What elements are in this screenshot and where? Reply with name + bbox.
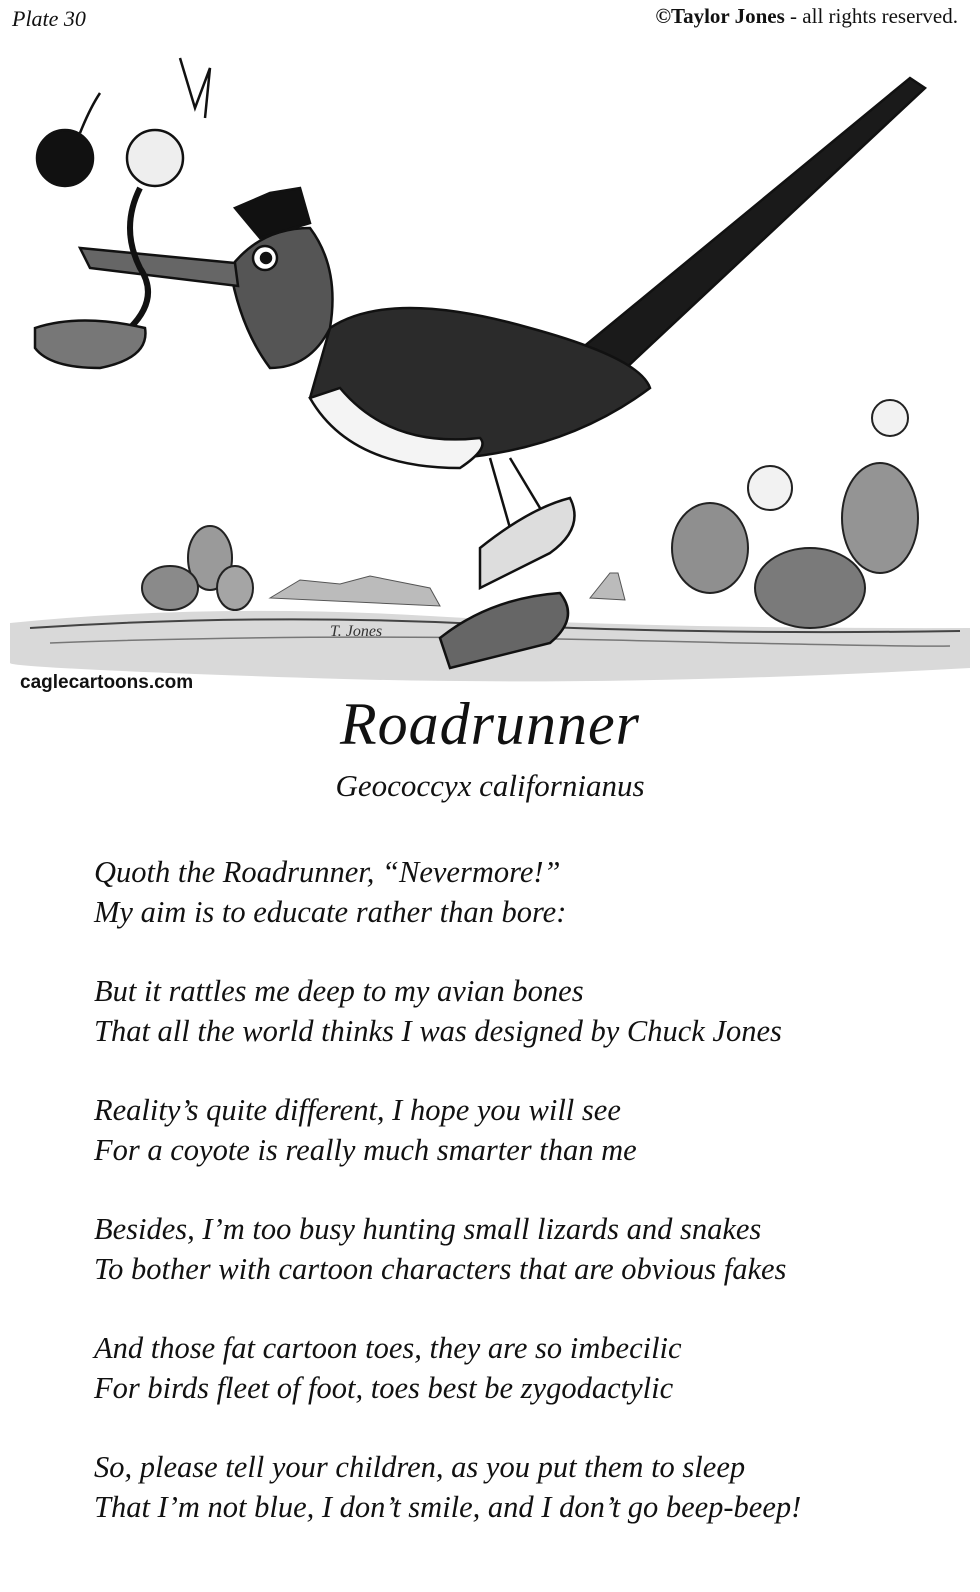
stanza-gap [94,1408,954,1447]
copyright-text: - all rights reserved. [784,4,958,28]
plate-number: Plate 30 [12,6,86,31]
scientific-name: Geococcyx californianus [335,768,645,803]
page-title: Roadrunner [340,691,640,757]
copyright-holder: ©Taylor Jones [655,4,785,28]
poem [94,852,954,1527]
poem-stanza [94,1328,954,1408]
poem-line: And those fat cartoon toes, they are so imbecilic [94,1331,682,1365]
sneakers [440,458,575,668]
website-credit: caglecartoons.com [20,672,194,693]
stanza-gap [94,1170,954,1209]
stanza-gap [94,1051,954,1090]
poem-line: So, please tell your children, as you put them to sleep [94,1450,746,1484]
poem-stanza [94,1447,954,1527]
poem-stanza [94,1209,954,1289]
poem-line: Quoth the Roadrunner, “Nevermore!” [94,855,561,889]
poem-line: That all the world thinks I was designed by Chuck Jones [94,1014,782,1048]
poem-line: Reality’s quite different, I hope you will see [94,1093,621,1127]
artist-signature: T. Jones [330,623,383,640]
poem-line: To bother with cartoon characters that are obvious fakes [94,1252,787,1286]
copyright-notice [655,4,958,29]
coyote-character [35,58,210,368]
poem-stanza [94,1090,954,1170]
poem-stanza [94,852,954,932]
poem-line: For a coyote is really much smarter than me [94,1133,637,1167]
roadrunner-bird [80,78,925,468]
poem-line: My aim is to educate rather than bore: [94,895,567,929]
stanza-gap [94,1289,954,1328]
poem-line: For birds fleet of foot, toes best be zygodactylic [94,1371,674,1405]
cactus-right-icon [672,400,918,628]
poem-line: That I’m not blue, I don’t smile, and I don’t go beep-beep! [94,1490,802,1524]
roadrunner-illustration [10,28,970,688]
cactus-left-icon [142,526,253,610]
poem-line: But it rattles me deep to my avian bones [94,974,584,1008]
poem-line: Besides, I’m too busy hunting small lizards and snakes [94,1212,762,1246]
stanza-gap [94,932,954,971]
poem-stanza [94,971,954,1051]
